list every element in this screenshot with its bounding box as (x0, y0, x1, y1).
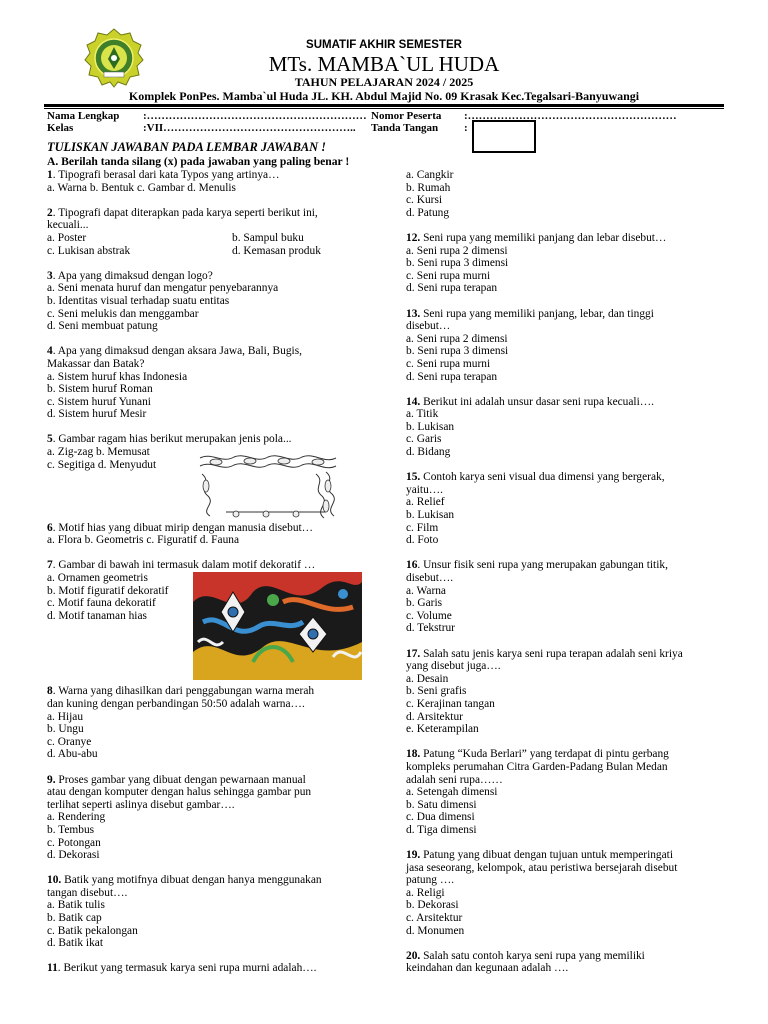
question-10 (47, 874, 322, 950)
question-2 (47, 207, 322, 257)
answer-options[interactable]: a. Warna b. Bentuk c. Gambar d. Menulis (47, 181, 236, 194)
answer-options[interactable]: c. Segitiga d. Menyudut (47, 458, 157, 471)
answer-options[interactable]: a. Zig-zag b. Memusat (47, 446, 150, 459)
question-text: atau dengan komputer dengan halus sehingga gambar pun (47, 786, 312, 799)
option-d[interactable]: d. Foto (406, 534, 439, 547)
option-d[interactable]: d. Abu-abu (47, 748, 98, 761)
question-14 (406, 396, 683, 459)
option-c[interactable]: c. Volume (406, 609, 452, 622)
option-c[interactable]: c. Arsitektur (406, 912, 463, 925)
question-text: tangan disebut…. (47, 886, 128, 899)
question-text: kompleks perumahan Citra Garden-Padang Bulan Medan (406, 760, 668, 773)
question-number: 5 (47, 433, 53, 446)
question-text: keindahan dan kegunaan adalah …. (406, 962, 569, 975)
question-number: 16 (406, 559, 418, 572)
question-text: Contoh karya seni visual dua dimensi yang bergerak, (420, 471, 665, 484)
question-text: jasa seseorang, kelompok, atau peristiwa bersejarah disebut (406, 861, 678, 874)
option-b[interactable]: b. Identitas visual terhadap suatu entitas (47, 294, 230, 307)
question-1 (47, 169, 322, 194)
school-name: MTs. MAMBA`UL HUDA (268, 52, 500, 76)
option-b[interactable]: b. Seni rupa 3 dimensi (406, 345, 509, 358)
question-text: . Tipografi dapat diterapkan pada karya seperti berikut ini, (52, 206, 318, 219)
option-b[interactable]: b. Sistem huruf Roman (47, 383, 153, 396)
header-divider-thin (44, 108, 724, 109)
question-number: 6 (47, 521, 53, 534)
dayak-decorative-painting-image (193, 572, 362, 680)
option-d[interactable]: d. Sistem huruf Mesir (47, 408, 147, 421)
name-field[interactable]: :…………………………………………………… (143, 110, 367, 122)
question-text: Berikut ini adalah unsur dasar seni rupa kecuali…. (420, 395, 655, 408)
question-13 (406, 308, 683, 384)
option-b[interactable]: b. Garis (406, 597, 443, 610)
question-number: 2 (47, 206, 53, 219)
question-text: patung …. (406, 874, 455, 887)
question-number: 11 (47, 962, 58, 975)
question-text: Seni rupa yang memiliki panjang dan lebar disebut… (420, 231, 667, 244)
option-a[interactable]: a. Seni rupa 2 dimensi (406, 244, 508, 257)
option-c[interactable]: c. Motif fauna dekoratif (47, 597, 156, 610)
school-address: Komplek PonPes. Mamba`ul Huda JL. KH. Abdul Majid No. 09 Krasak Kec.Tegalsari-Banyuwangi (128, 89, 640, 103)
option-d[interactable]: d. Dekorasi (47, 849, 100, 862)
signature-box[interactable] (472, 120, 536, 153)
option-b[interactable]: b. Satu dimensi (406, 798, 477, 811)
option-a[interactable]: a. Hijau (47, 710, 84, 723)
option-c[interactable]: c. Garis (406, 433, 442, 446)
question-15 (406, 471, 683, 547)
option-d[interactable]: d. Seni membuat patung (47, 320, 158, 333)
option-d[interactable]: d. Tekstrur (406, 622, 455, 635)
question-text: disebut…. (406, 572, 454, 584)
participant-number-label: Nomor Peserta (371, 110, 442, 122)
question-18 (406, 748, 683, 836)
question-number: 4 (47, 345, 53, 358)
option-b[interactable]: b. Batik cap (47, 912, 102, 925)
option-a[interactable]: a. Warna (406, 584, 446, 597)
question-number: 12. (406, 231, 421, 244)
question-text: . Tipografi berasal dari kata Typos yang artinya… (52, 169, 280, 181)
question-text: . Apa yang dimaksud dengan aksara Jawa, Bali, Bugis, (52, 345, 302, 358)
question-3 (47, 270, 322, 333)
option-a[interactable]: a. Seni menata huruf dan mengatur penyebarannya (47, 282, 279, 295)
option-c[interactable]: c. Batik pekalongan (47, 924, 138, 937)
question-number: 10. (47, 874, 62, 887)
question-text: . Gambar di bawah ini termasuk dalam motif dekoratif … (52, 559, 316, 572)
section-a-instruction: A. Berilah tanda silang (x) pada jawaban yang paling benar ! (47, 155, 350, 168)
option-a[interactable]: a. Seni rupa 2 dimensi (406, 332, 508, 345)
name-label: Nama Lengkap (47, 110, 120, 122)
signature-label: Tanda Tangan (371, 122, 439, 134)
question-text: yang disebut juga…. (406, 660, 501, 673)
option-d[interactable]: d. Patung (406, 206, 450, 219)
question-number: 15. (406, 471, 421, 484)
question-text: kecuali... (47, 219, 89, 232)
question-number: 9. (47, 773, 56, 786)
option-a[interactable]: a. Ornamen geometris (47, 572, 148, 585)
class-label: Kelas (47, 122, 74, 134)
option-d[interactable]: d. Bidang (406, 446, 451, 459)
option-d[interactable]: d. Seni rupa terapan (406, 282, 498, 295)
option-a[interactable]: a. Desain (406, 672, 449, 685)
question-number: 17. (406, 647, 421, 660)
option-a[interactable]: a. Cangkir (406, 169, 454, 181)
question-16 (406, 559, 683, 635)
option-c[interactable]: c. Seni rupa murni (406, 357, 491, 370)
exam-title: SUMATIF AKHIR SEMESTER (306, 39, 462, 51)
option-c[interactable]: c. Lukisan abstrak (47, 244, 131, 257)
option-d[interactable]: d. Batik ikat (47, 937, 103, 950)
header-divider-thick (44, 104, 724, 107)
option-a[interactable]: a. Poster (47, 231, 87, 244)
main-instruction: TULISKAN JAWABAN PADA LEMBAR JAWABAN ! (47, 140, 326, 154)
option-a[interactable]: a. Relief (406, 496, 445, 509)
class-field[interactable]: :VII…………………………………………….. (143, 122, 356, 134)
academic-year: TAHUN PELAJARAN 2024 / 2025 (294, 75, 474, 89)
option-d[interactable]: d. Arsitektur (406, 710, 463, 723)
question-text: Patung yang dibuat dengan tujuan untuk memperingati (420, 849, 674, 862)
option-b[interactable]: b. Ungu (47, 723, 84, 736)
right-column (406, 169, 683, 975)
option-b[interactable]: b. Sampul buku (232, 231, 304, 244)
option-c[interactable]: c. Seni rupa murni (406, 269, 491, 282)
question-text: . Berikut yang termasuk karya seni rupa murni adalah…. (57, 962, 317, 975)
question-8 (47, 685, 322, 761)
option-a[interactable]: a. Setengah dimensi (406, 786, 498, 799)
option-d[interactable]: d. Monumen (406, 924, 465, 937)
question-text: . Gambar ragam hias berikut merupakan jenis pola... (52, 433, 292, 446)
option-a[interactable]: a. Rendering (47, 811, 106, 824)
option-b[interactable]: b. Lukisan (406, 420, 455, 433)
question-text: adalah seni rupa…… (406, 773, 503, 786)
option-d[interactable]: d. Motif tanaman hias (47, 609, 147, 622)
question-text: Patung “Kuda Berlari” yang terdapat di pintu gerbang (420, 748, 669, 761)
option-d[interactable]: d. Tiga dimensi (406, 823, 477, 836)
option-b[interactable]: b. Dekorasi (406, 899, 459, 912)
option-d[interactable]: d. Kemasan produk (232, 244, 321, 257)
floral-corner-ornament-image (196, 452, 344, 522)
option-a[interactable]: a. Batik tulis (47, 899, 105, 912)
option-b[interactable]: b. Seni rupa 3 dimensi (406, 257, 509, 270)
question-17 (406, 648, 683, 736)
question-number: 19. (406, 849, 421, 862)
question-number: 7 (47, 559, 53, 572)
option-c[interactable]: c. Sistem huruf Yunani (47, 395, 151, 408)
question-6 (47, 522, 322, 547)
option-b[interactable]: b. Tembus (47, 823, 95, 836)
question-text: yaitu…. (406, 483, 444, 496)
question-text: . Motif hias yang dibuat mirip dengan manusia disebut… (52, 521, 314, 534)
signature-colon: : (464, 122, 468, 134)
option-e[interactable]: e. Keterampilan (406, 723, 479, 736)
option-c[interactable]: c. Film (406, 521, 439, 534)
option-a[interactable]: a. Religi (406, 886, 445, 899)
question-text: Makassar dan Batak? (47, 357, 145, 370)
option-c[interactable]: c. Kerajinan tangan (406, 697, 495, 710)
question-19 (406, 849, 683, 937)
question-number: 14. (406, 395, 421, 408)
option-b[interactable]: b. Seni grafis (406, 685, 467, 698)
option-c[interactable]: c. Dua dimensi (406, 811, 475, 824)
question-4 (47, 345, 322, 421)
question-text: . Unsur fisik seni rupa yang merupakan gabungan titik, (417, 559, 668, 572)
participant-number-field[interactable]: :………………………………………………… (464, 110, 677, 122)
question-number: 8 (47, 685, 53, 698)
option-d[interactable]: d. Seni rupa terapan (406, 370, 498, 383)
option-b[interactable]: b. Rumah (406, 181, 451, 194)
question-text: Seni rupa yang memiliki panjang, lebar, dan tinggi (420, 307, 654, 320)
option-c[interactable]: c. Kursi (406, 194, 443, 207)
question-11-options (406, 169, 683, 219)
option-b[interactable]: b. Motif figuratif dekoratif (47, 584, 169, 597)
question-text: Salah satu contoh karya seni rupa yang memiliki (420, 949, 645, 962)
question-text: disebut… (406, 320, 451, 333)
question-text: . Apa yang dimaksud dengan logo? (52, 269, 213, 282)
option-b[interactable]: b. Lukisan (406, 509, 455, 522)
question-11 (47, 962, 322, 975)
question-text: Batik yang motifnya dibuat dengan hanya menggunakan (61, 874, 322, 887)
question-text: Salah satu jenis karya seni rupa terapan adalah seni kriya (420, 647, 683, 660)
option-c[interactable]: c. Seni melukis dan menggambar (47, 307, 199, 320)
question-number: 3 (47, 269, 53, 282)
question-9 (47, 774, 322, 862)
option-a[interactable]: a. Titik (406, 408, 439, 421)
question-number: 18. (406, 748, 421, 761)
question-12 (406, 232, 683, 295)
answer-options[interactable]: a. Flora b. Geometris c. Figuratif d. Fauna (47, 534, 240, 547)
question-number: 20. (406, 949, 421, 962)
question-number: 1 (47, 169, 53, 181)
option-c[interactable]: c. Potongan (47, 836, 101, 849)
option-c[interactable]: c. Oranye (47, 735, 92, 748)
question-text: dan kuning dengan perbandingan 50:50 adalah warna…. (47, 697, 305, 710)
question-20 (406, 950, 683, 975)
option-a[interactable]: a. Sistem huruf khas Indonesia (47, 370, 188, 383)
question-number: 13. (406, 307, 421, 320)
question-text: . Warna yang dihasilkan dari penggabungan warna merah (52, 685, 315, 698)
question-text: terlihat seperti aslinya disebut gambar…. (47, 798, 235, 811)
question-text: Proses gambar yang dibuat dengan pewarnaan manual (55, 773, 306, 786)
